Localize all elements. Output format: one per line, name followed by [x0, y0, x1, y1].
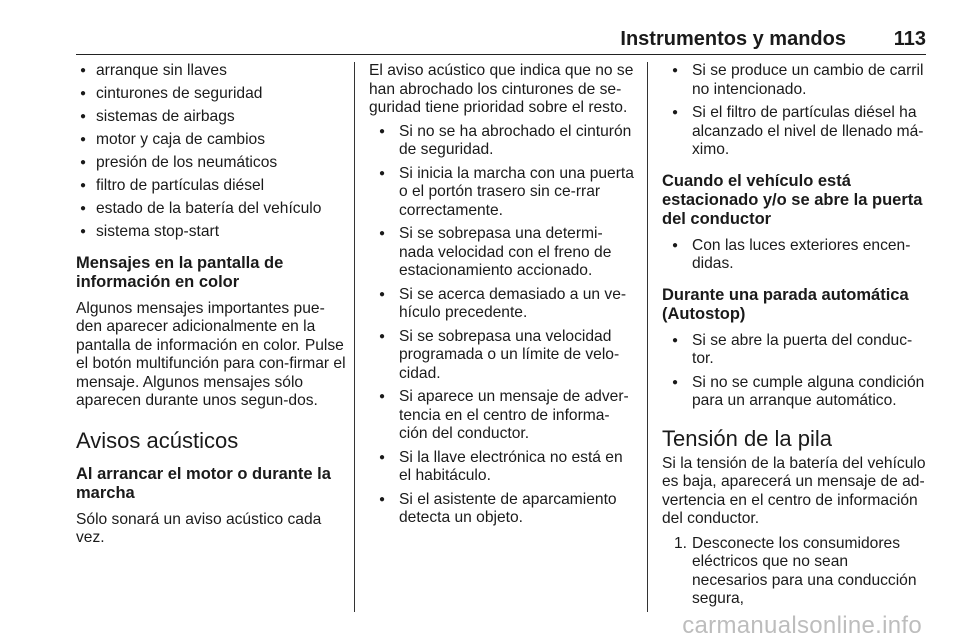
section-heading-battery: Tensión de la pila	[662, 425, 833, 451]
list-item	[662, 535, 926, 609]
list-item: ● Si se acerca demasiado a un ve-hículo precedente.	[369, 286, 634, 323]
list-item: ● Con las luces exteriores encen-didas.	[662, 237, 926, 274]
paragraph: Si la tensión de la batería del vehículo es baja, aparecerá un mensaje de ad-vertencia en el centro de información del conductor.	[662, 454, 926, 527]
list-item: ● Si la llave electrónica no está en el habitáculo.	[369, 449, 634, 486]
list-item: ● Si el asistente de aparcamiento detecta un objeto.	[369, 491, 634, 528]
page-number: 113	[893, 28, 926, 50]
list-item: ● motor y caja de cambios	[76, 131, 346, 150]
subheading-color-display: Mensajes en la pantalla de información en color	[76, 253, 284, 291]
list-item: ● Si inicia la marcha con una puerta o el portón trasero sin ce-rrar correctamente.	[369, 165, 634, 221]
list-item: ● sistema stop-start	[76, 223, 346, 242]
list-item: ● Si no se cumple alguna condición para un arranque automático.	[662, 374, 926, 411]
acoustic-list	[369, 123, 634, 528]
subheading-autostop: Durante una parada automática (Autostop)	[662, 285, 909, 323]
paragraph: El aviso acústico que indica que no se han abrochado los cinturones de se-guridad tiene prioridad sobre el resto.	[369, 62, 634, 116]
list-item: ● Si no se ha abrochado el cinturón de seguridad.	[369, 123, 634, 160]
watermark: carmanualsonline.info	[682, 612, 922, 639]
list-item: ● estado de la batería del vehículo	[76, 200, 346, 219]
section-heading-acoustic: Avisos acústicos	[76, 427, 239, 453]
column-1	[76, 62, 346, 548]
autostop-list	[662, 332, 926, 411]
warning-list	[76, 62, 346, 242]
column-divider	[354, 62, 355, 612]
column-divider	[647, 62, 648, 612]
step-number: 1.	[674, 534, 688, 552]
list-item: ● Si se abre la puerta del conduc-tor.	[662, 332, 926, 369]
subheading-parked: Cuando el vehículo está estacionado y/o se abre la puerta del conductor	[662, 171, 923, 228]
parked-list	[662, 237, 926, 274]
list-item: ● presión de los neumáticos	[76, 154, 346, 173]
steps-list	[662, 535, 926, 609]
paragraph: Algunos mensajes importantes pue-den aparecer adicionalmente en la pantalla de información en color. Pulse el botón multifunción para con-firmar el mensaje. Algunos mensajes sólo aparecen durante unos segun-dos.	[76, 299, 346, 409]
list-item: ● sistemas de airbags	[76, 108, 346, 127]
list-item: ● filtro de partículas diésel	[76, 177, 346, 196]
column-2	[369, 62, 634, 533]
list-item: ● Si se produce un cambio de carril no intencionado.	[662, 62, 926, 99]
column-3	[662, 62, 926, 609]
list-item: ● arranque sin llaves	[76, 62, 346, 81]
page-header	[76, 28, 926, 55]
step-text: Desconecte los consumidores eléctricos que no sean necesarios para una conducción segura,	[692, 534, 917, 607]
acoustic-list-cont	[662, 62, 926, 160]
list-item: ● Si el filtro de partículas diésel ha alcanzado el nivel de llenado má-ximo.	[662, 104, 926, 160]
list-item: ● Si aparece un mensaje de adver-tencia en el centro de informa-ción del conductor.	[369, 388, 634, 444]
list-item: ● Si se sobrepasa una velocidad programada o un límite de velo-cidad.	[369, 328, 634, 384]
list-item: ● cinturones de seguridad	[76, 85, 346, 104]
subheading-starting: Al arrancar el motor o durante la marcha	[76, 464, 331, 502]
page-title: Instrumentos y mandos	[620, 28, 846, 50]
list-item: ● Si se sobrepasa una determi-nada velocidad con el freno de estacionamiento accionado.	[369, 225, 634, 281]
paragraph: Sólo sonará un aviso acústico cada vez.	[76, 510, 322, 546]
